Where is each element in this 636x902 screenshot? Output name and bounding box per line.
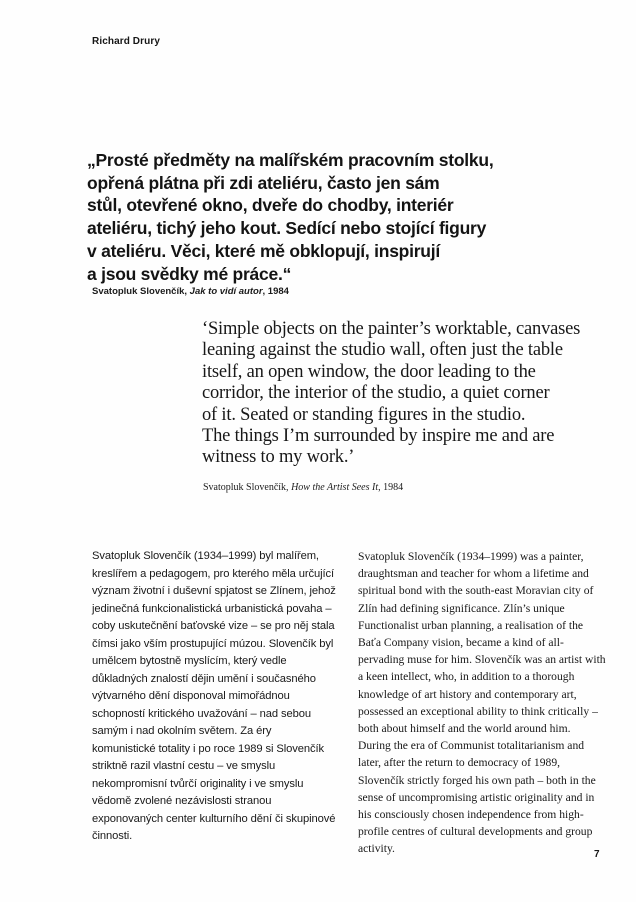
english-quote-line: The things I’m surrounded by inspire me and are xyxy=(202,426,555,447)
attribution-work-title: How the Artist Sees It xyxy=(291,482,379,493)
page-number: 7 xyxy=(594,849,600,860)
english-quote-line: leaning against the studio wall, often just the table xyxy=(202,340,563,361)
english-quote xyxy=(202,319,580,469)
author-name: Richard Drury xyxy=(92,36,160,47)
czech-quote-line: a jsou svědky mé práce.“ xyxy=(87,263,292,284)
english-quote-line: witness to my work.’ xyxy=(202,447,355,468)
english-quote-line: ‘Simple objects on the painter’s worktable, canvases xyxy=(202,319,581,339)
biography-czech-column: Svatopluk Slovenčík (1934–1999) byl malířem, kreslířem a pedagogem, pro kterého měla určující význam životní i duševní spjatost se Zlínem, jehož jedinečná funkcionalistická urbanistická povaha – coby uskutečnění baťovské vize – se pro něj stala čímsi jako vším prostupující múzou. Slovenčík byl umělcem bytostně myslícím, který vedle důkladných znalostí dějin umění i současného výtvarného dění disponoval mimořádnou schopností kritického uvažování – nad sebou samým i nad okolním světem. Za éry komunistické totality i po roce 1989 si Slovenčík striktně razil vlastní cestu – ve smyslu nekompromisní tvůrčí originality i ve smyslu vědomě zvolené nezávislosti stranou exponovaných center kulturního dění či skupinové činnosti. xyxy=(92,550,336,842)
czech-quote-line: „Prosté předměty na malířském pracovním stolku, xyxy=(87,150,494,170)
english-quote-line: itself, an open window, the door leading to the xyxy=(202,361,536,382)
czech-quote-line: stůl, otevřené okno, dveře do chodby, interiér xyxy=(87,195,454,216)
czech-quote-line: ateliéru, tichý jeho kout. Sedící nebo stojící figury xyxy=(87,218,487,239)
english-quote-attribution xyxy=(203,482,403,493)
czech-quote xyxy=(87,149,493,285)
attribution-work-title: Jak to vidí autor xyxy=(189,286,263,297)
attribution-year: , 1984 xyxy=(262,286,289,297)
english-quote-line: corridor, the interior of the studio, a quiet corner xyxy=(202,383,550,404)
czech-quote-line: opřená plátna při zdi ateliéru, často jen sám xyxy=(87,172,440,193)
english-quote-line: of it. Seated or standing figures in the studio. xyxy=(202,404,526,425)
biography-english-column: Svatopluk Slovenčík (1934–1999) was a painter, draughtsman and teacher for whom a lifetime and spiritual bond with the south-east Moravian city of Zlín had defining significance. Zlín’s unique Functionalist urban planning, a realisation of the Baťa Company vision, became a kind of all-pervading muse for him. Slovenčík was an artist with a keen intellect, who, in addition to a thorough knowledge of art history and contemporary art, possessed an exceptional ability to think critically – both about himself and the world around him. During the era of Communist totalitarianism and later, after the return to democracy of 1989, Slovenčík strictly forged his own path – both in the sense of uncompromising artistic originality and in his consciously chosen independence from high-profile centres of cultural developments and group activity. xyxy=(358,550,606,856)
attribution-year: , 1984 xyxy=(378,482,404,493)
attribution-author: Svatopluk Slovenčík, xyxy=(92,286,190,297)
attribution-author: Svatopluk Slovenčík, xyxy=(203,482,292,493)
czech-quote-line: v ateliéru. Věci, které mě obklopují, inspirují xyxy=(87,240,440,261)
czech-quote-attribution xyxy=(92,286,289,297)
